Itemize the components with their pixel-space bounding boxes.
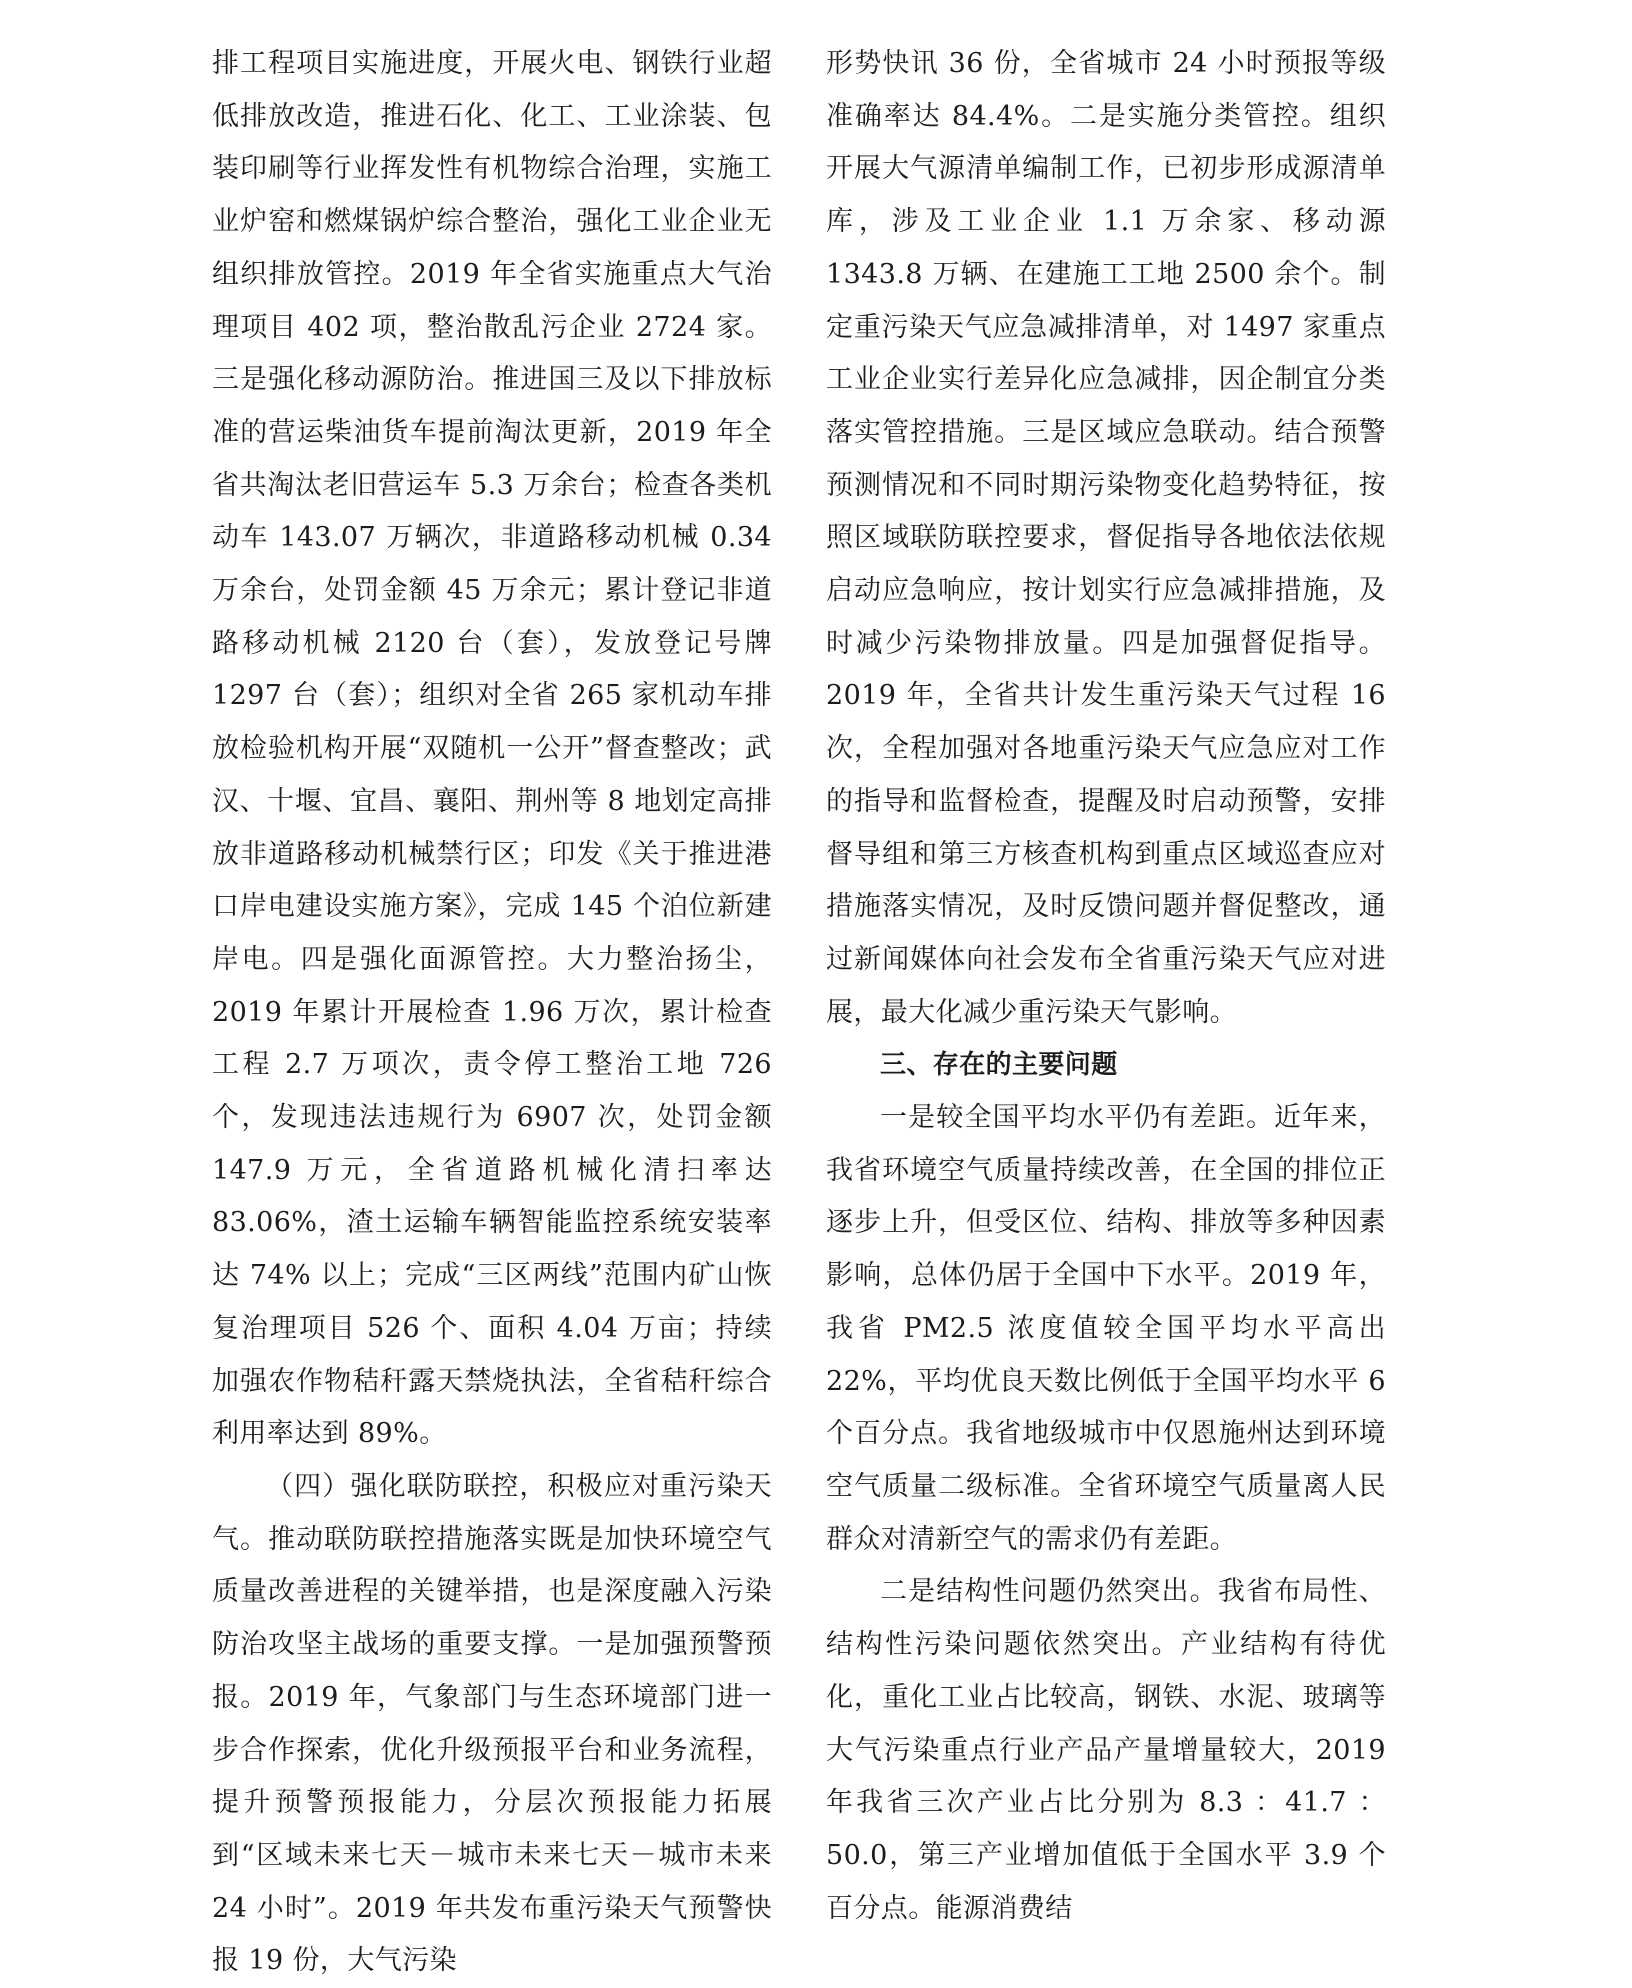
body-paragraph: （四）强化联防联控，积极应对重污染天气。推动联防联控措施落实既是加快环境空气质量改善进程的关键举措，也是深度融入污染防治攻坚主战场的重要支撑。一是加强预警预报。2019 年，气象部门与生态环境部门进一步合作探索，优化升级预报平台和业务流程，提升预警预报能力，分层次预报能力拓展到“区域未来七天－城市未来七天－城市未来 24 小时”。2019 年共发布重污染天气预警快报 19 份，大气污染	[212, 1470, 772, 1977]
body-paragraph: 一是较全国平均水平仍有差距。近年来，我省环境空气质量持续改善，在全国的排位正逐步上升，但受区位、结构、排放等多种因素影响，总体仍居于全国中下水平。2019 年，我省 PM2.5 浓度值较全国平均水平高出 22%，平均优良天数比例低于全国平均水平 6 个百分点。我省地级城市中仅恩施州达到环境空气质量二级标准。全省环境空气质量离人民群众对清新空气的需求仍有差距。	[826, 1102, 1386, 1555]
left-column	[212, 38, 772, 1988]
body-paragraph: 二是结构性问题仍然突出。我省布局性、结构性污染问题依然突出。产业结构有待优化，重化工业占比较高，钢铁、水泥、玻璃等大气污染重点行业产品产量增量较大，2019 年我省三次产业占比分别为 8.3 ：41.7 ：50.0，第三产业增加值低于全国水平 3.9 个百分点。能源消费结	[826, 1576, 1386, 1924]
right-column	[826, 38, 1386, 1935]
body-paragraph: 排工程项目实施进度，开展火电、钢铁行业超低排放改造，推进石化、化工、工业涂装、包装印刷等行业挥发性有机物综合治理，实施工业炉窑和燃煤锅炉综合整治，强化工业企业无组织排放管控。2019 年全省实施重点大气治理项目 402 项，整治散乱污企业 2724 家。三是强化移动源防治。推进国三及以下排放标准的营运柴油货车提前淘汰更新，2019 年全省共淘汰老旧营运车 5.3 万余台；检查各类机动车 143.07 万辆次，非道路移动机械 0.34 万余台，处罚金额 45 万余元；累计登记非道路移动机械 2120 台（套），发放登记号牌 1297 台（套）；组织对全省 265 家机动车排放检验机构开展“双随机一公开”督查整改；武汉、十堰、宜昌、襄阳、荆州等 8 地划定高排放非道路移动机械禁行区；印发《关于推进港口岸电建设实施方案》，完成 145 个泊位新建岸电。四是强化面源管控。大力整治扬尘，2019 年累计开展检查 1.96 万次，累计检查工程 2.7 万项次，责令停工整治工地 726 个，发现违法违规行为 6907 次，处罚金额 147.9 万元，全省道路机械化清扫率达 83.06%，渣土运输车辆智能监控系统安装率达 74% 以上；完成“三区两线”范围内矿山恢复治理项目 526 个、面积 4.04 万亩；持续加强农作物秸秆露天禁烧执法，全省秸秆综合利用率达到 89%。	[212, 48, 772, 1450]
section-heading: 三、存在的主要问题	[880, 1050, 1118, 1081]
body-paragraph: 形势快讯 36 份，全省城市 24 小时预报等级准确率达 84.4%。二是实施分类管控。组织开展大气源清单编制工作，已初步形成源清单库，涉及工业企业 1.1 万余家、移动源 1343.8 万辆、在建施工工地 2500 余个。制定重污染天气应急减排清单，对 1497 家重点工业企业实行差异化应急减排，因企制宜分类落实管控措施。三是区域应急联动。结合预警预测情况和不同时期污染物变化趋势特征，按照区域联防联控要求，督促指导各地依法依规启动应急响应，按计划实行应急减排措施，及时减少污染物排放量。四是加强督促指导。2019 年，全省共计发生重污染天气过程 16 次，全程加强对各地重污染天气应急应对工作的指导和监督检查，提醒及时启动预警，安排督导组和第三方核查机构到重点区域巡查应对措施落实情况，及时反馈问题并督促整改，通过新闻媒体向社会发布全省重污染天气应对进展，最大化减少重污染天气影响。	[826, 48, 1386, 1028]
